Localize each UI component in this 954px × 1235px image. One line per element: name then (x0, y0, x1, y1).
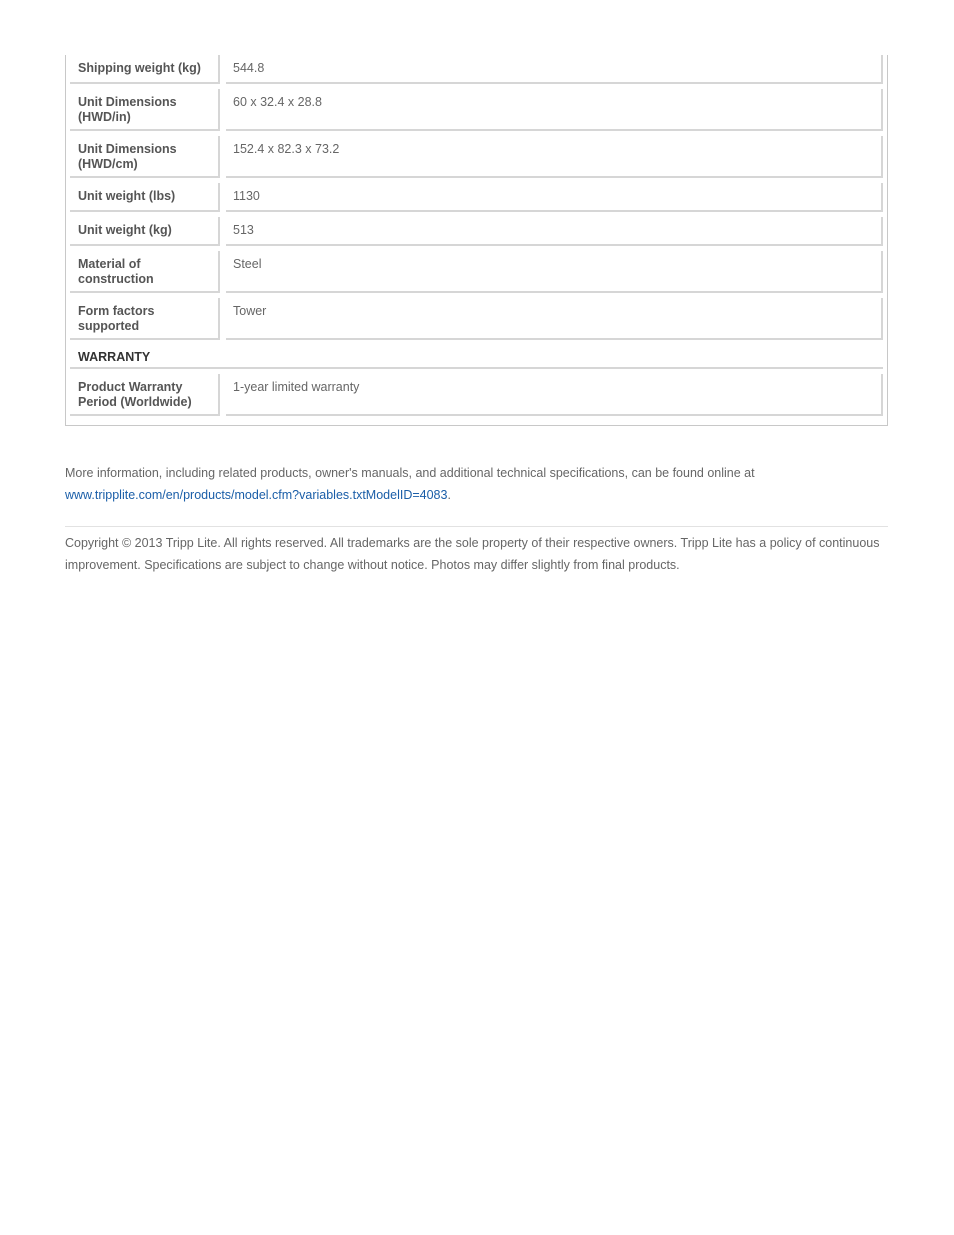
spec-label: Shipping weight (kg) (70, 55, 220, 84)
more-info-suffix: . (447, 488, 451, 502)
spec-row-shipping-weight-kg (70, 55, 883, 84)
spec-value: 1-year limited warranty (226, 374, 883, 416)
divider (65, 526, 888, 527)
spec-table (65, 55, 888, 426)
spec-value: 152.4 x 82.3 x 73.2 (226, 136, 883, 178)
spec-label: Unit Dimensions (HWD/cm) (70, 136, 220, 178)
more-info-text: More information, including related products, owner's manuals, and additional technical specifications, can be found online at (65, 466, 755, 480)
section-heading-warranty: WARRANTY (70, 345, 883, 369)
spec-value: 1130 (226, 183, 883, 212)
spec-row-material (70, 251, 883, 293)
spec-row-unit-dimensions-cm (70, 136, 883, 178)
spec-label: Form factors supported (70, 298, 220, 340)
spec-value: Steel (226, 251, 883, 293)
spec-label: Material of construction (70, 251, 220, 293)
spec-row-form-factors (70, 298, 883, 340)
product-page-link[interactable]: www.tripplite.com/en/products/model.cfm?variables.txtModelID=4083 (65, 488, 448, 502)
more-info-paragraph (65, 462, 888, 506)
copyright-notice: Copyright © 2013 Tripp Lite. All rights reserved. All trademarks are the sole property of their respective owners. Tripp Lite has a policy of continuous improvement. Specifications are subject to change without notice. Photos may differ slightly from final products. (65, 536, 880, 572)
spec-label: Unit weight (lbs) (70, 183, 220, 212)
spec-row-unit-weight-lbs (70, 183, 883, 212)
spec-row-unit-dimensions-in (70, 89, 883, 131)
spec-row-unit-weight-kg (70, 217, 883, 246)
spec-value: Tower (226, 298, 883, 340)
spec-value: 544.8 (226, 55, 883, 84)
spec-value: 513 (226, 217, 883, 246)
spec-value: 60 x 32.4 x 28.8 (226, 89, 883, 131)
spec-label: Unit Dimensions (HWD/in) (70, 89, 220, 131)
spec-label: Unit weight (kg) (70, 217, 220, 246)
spec-row-warranty-period (70, 374, 883, 416)
spec-label: Product Warranty Period (Worldwide) (70, 374, 220, 416)
